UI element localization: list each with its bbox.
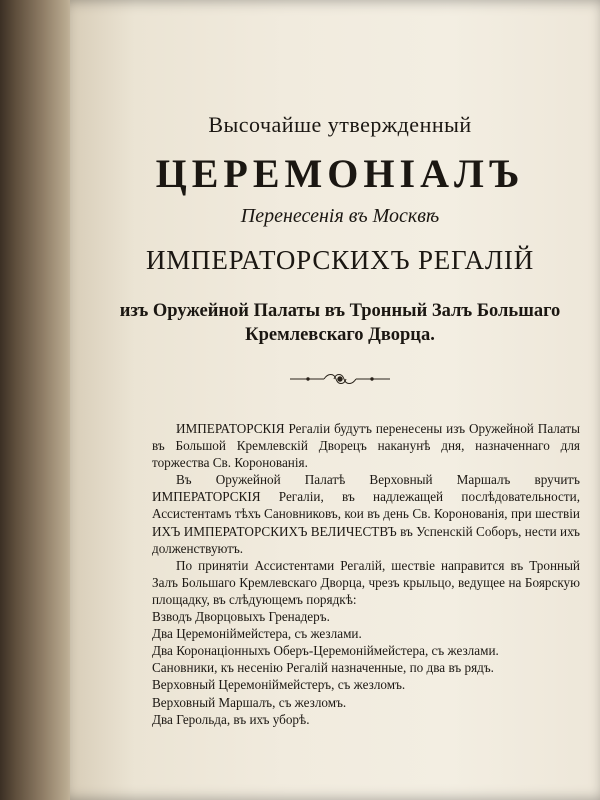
procession-item: Верховный Церемоніймейстеръ, съ жезломъ. xyxy=(152,677,406,693)
paragraph-2: Въ Оружейной Палатѣ Верховный Маршалъ вручитъ ИМПЕРАТОРСКІЯ Регаліи, въ надлежащей послѣдовательности, Ассистентамъ тѣхъ Сановниковъ, кои въ день Св. Коронованія, при шествіи ИХЪ ИМПЕРАТОРСКИХЪ ВЕЛИЧЕСТВЪ въ Успенскій Соборъ, нести ихъ долженствуютъ. xyxy=(152,472,580,556)
paragraph-1: ИМПЕРАТОРСКІЯ Регаліи будутъ перенесены изъ Оружейной Палаты въ Большой Кремлевскій Дворецъ наканунѣ дня, назначеннаго для торжества Св. Коронованія. xyxy=(152,421,580,471)
heading-regalia: ИМПЕРАТОРСКИХЪ РЕГАЛІЙ xyxy=(145,245,535,275)
heading-route-line2: Кремлевскаго Дворца. xyxy=(245,325,435,345)
procession-item: Два Коронаціонныхъ Оберъ-Церемоніймейстера, съ жезлами. xyxy=(152,643,499,659)
heading-approved: Высочайше утвержденный xyxy=(208,112,472,137)
procession-item: Сановники, къ несенію Регалій назначенные, по два въ рядъ. xyxy=(152,660,494,676)
procession-item: Два Герольда, въ ихъ уборѣ. xyxy=(152,711,310,727)
heading-transfer: Перенесенія въ Москвѣ xyxy=(240,205,440,227)
heading-route-line1: изъ Оружейной Палаты въ Тронный Залъ Большаго xyxy=(119,301,561,321)
book-page xyxy=(70,0,600,800)
heading-route xyxy=(70,299,600,347)
procession-item: Взводъ Дворцовыхъ Гренадеръ. xyxy=(152,609,330,625)
heading-ceremonial: ЦЕРЕМОНІАЛЪ xyxy=(155,151,525,196)
scroll-ornament-icon xyxy=(70,372,600,391)
procession-item: Верховный Маршалъ, съ жезломъ. xyxy=(152,694,347,710)
procession-item: Два Церемоніймейстера, съ жезлами. xyxy=(152,626,362,642)
paragraph-3: По принятіи Ассистентами Регалій, шествіе направится въ Тронный Залъ Большаго Кремлевскаго Дворца, чрезъ крыльцо, ведущее на Боярскую площадку, въ слѣдующемъ порядкѣ: xyxy=(152,557,580,607)
ceremonial-body xyxy=(152,420,580,728)
book-gutter xyxy=(0,0,78,800)
